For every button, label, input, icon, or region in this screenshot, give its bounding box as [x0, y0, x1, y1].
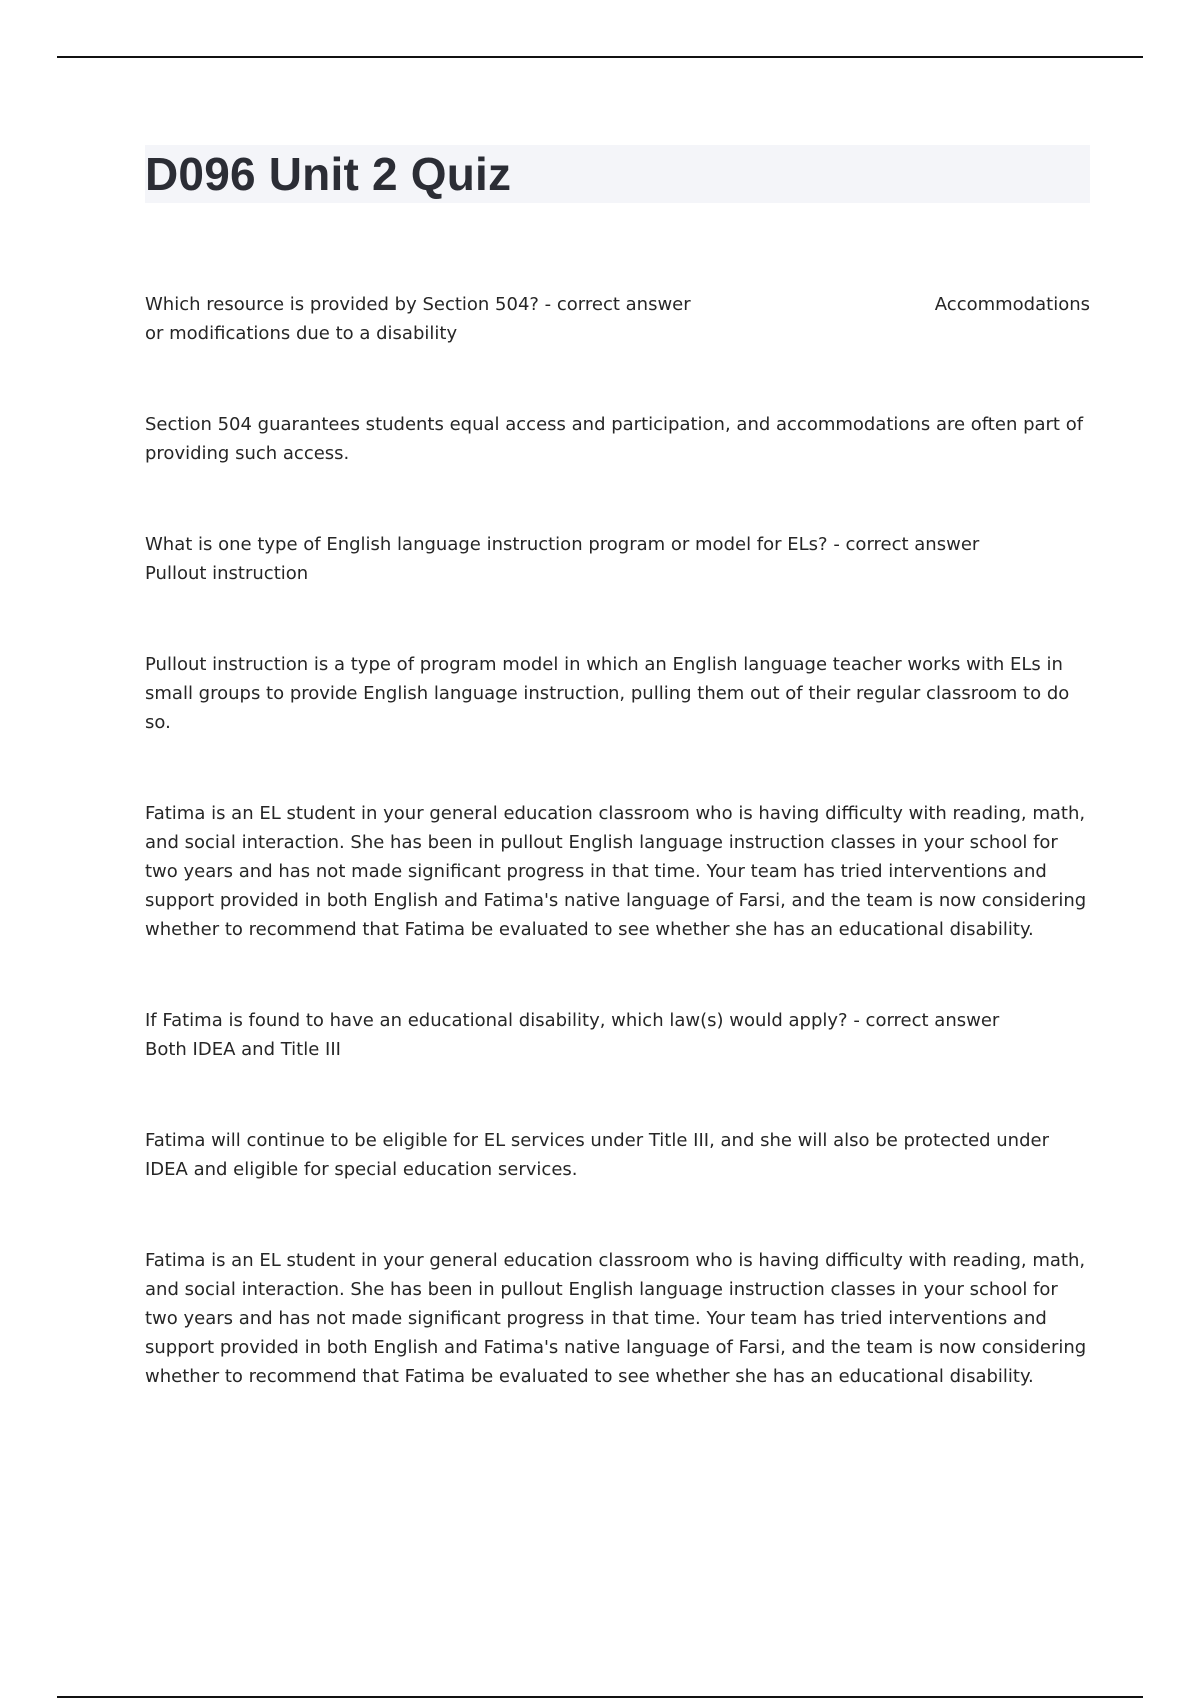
- quiz-content: [145, 290, 1090, 1453]
- scenario-paragraph-1: Fatima is an EL student in your general education classroom who is having difficulty with reading, math, and social interaction. She has been in pullout English language instruction classes in your school for two years and has not made significant progress in that time. Your team has tried interventions and support provided in both English and Fatima's native language of Farsi, and the team is now considering whether to recommend that Fatima be evaluated to see whether she has an educational disability.: [145, 803, 1087, 940]
- question-text: If Fatima is found to have an educational disability, which law(s) would apply? - correct answer: [145, 1010, 1000, 1031]
- question-item-3: [145, 1006, 1090, 1064]
- page-title: D096 Unit 2 Quiz: [145, 148, 512, 200]
- explanation-3: Fatima will continue to be eligible for EL services under Title III, and she will also be protected under IDEA and eligible for special education services.: [145, 1130, 1049, 1180]
- answer-text-start: Accommodations: [934, 294, 1090, 315]
- answer-text: Both IDEA and Title III: [145, 1039, 341, 1060]
- explanation-2: Pullout instruction is a type of program model in which an English language teacher works with ELs in small groups to provide English language instruction, pulling them out of their regular classroom to do so.: [145, 654, 1070, 733]
- scenario-paragraph-2: Fatima is an EL student in your general education classroom who is having difficulty with reading, math, and social interaction. She has been in pullout English language instruction classes in your school for two years and has not made significant progress in that time. Your team has tried interventions and support provided in both English and Fatima's native language of Farsi, and the team is now considering whether to recommend that Fatima be evaluated to see whether she has an educational disability.: [145, 1250, 1087, 1387]
- explanation-1: Section 504 guarantees students equal access and participation, and accommodations are often part of providing such access.: [145, 414, 1084, 464]
- question-item-2: [145, 530, 1090, 588]
- question-text: Which resource is provided by Section 504? - correct answer: [145, 294, 691, 315]
- answer-text-continued: or modifications due to a disability: [145, 323, 458, 344]
- question-text: What is one type of English language instruction program or model for ELs? - correct answer: [145, 534, 980, 555]
- answer-text: Pullout instruction: [145, 563, 309, 584]
- top-rule: [57, 56, 1143, 58]
- bottom-rule: [57, 1696, 1143, 1698]
- question-line: [145, 290, 1090, 319]
- question-item-1: [145, 290, 1090, 348]
